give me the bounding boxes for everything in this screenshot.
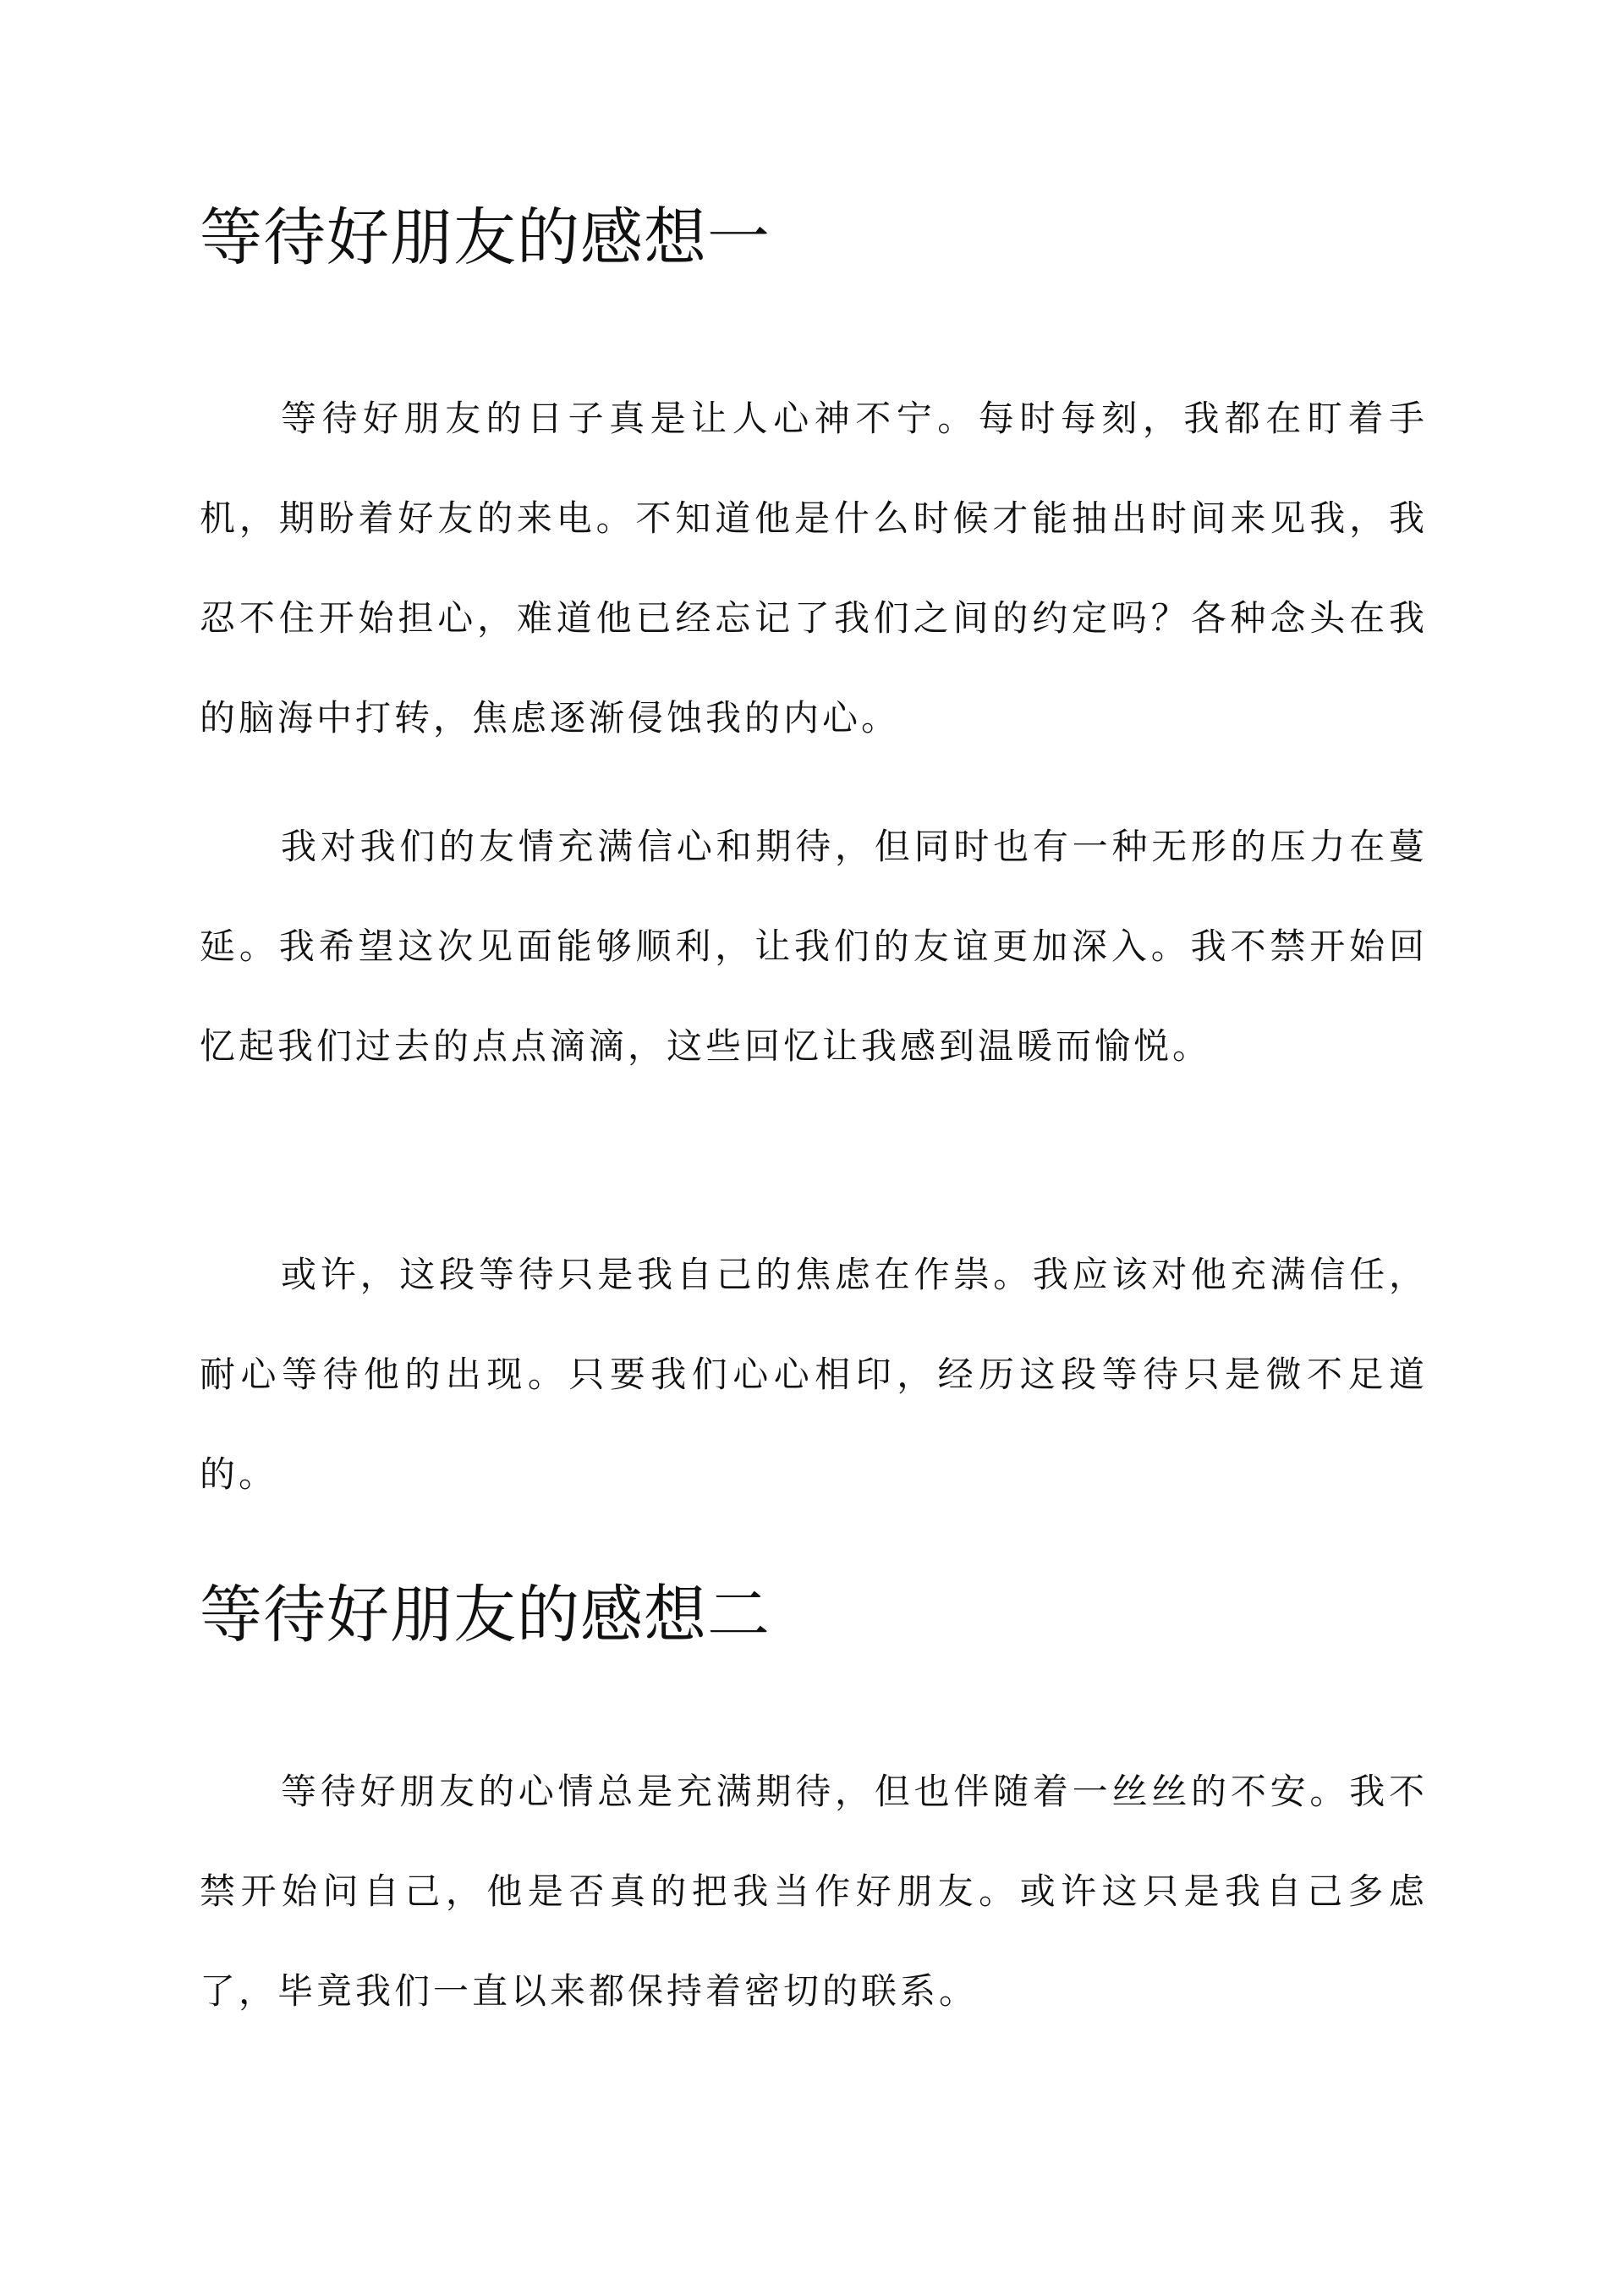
section-title-2: 等待好朋友的感想二 (200, 1579, 771, 1651)
section-1-paragraph-3: 或许，这段等待只是我自己的焦虑在作祟。我应该对他充满信任，耐心等待他的出现。只要我们心心相印，经历这段等待只是微不足道的。 (200, 1254, 1428, 1495)
section-1-paragraph-1: 等待好朋友的日子真是让人心神不宁。每时每刻，我都在盯着手机，期盼着好友的来电。不知道他是什么时候才能抽出时间来见我，我忍不住开始担心，难道他已经忘记了我们之间的约定吗？各种念头在我的脑海中打转，焦虑逐渐侵蚀我的内心。 (200, 398, 1428, 739)
section-2-paragraph-1: 等待好朋友的心情总是充满期待，但也伴随着一丝丝的不安。我不禁开始问自己，他是否真的把我当作好朋友。或许这只是我自己多虑了，毕竟我们一直以来都保持着密切的联系。 (200, 1771, 1428, 2012)
section-title-1: 等待好朋友的感想一 (200, 201, 771, 274)
section-1-paragraph-2: 我对我们的友情充满信心和期待，但同时也有一种无形的压力在蔓延。我希望这次见面能够顺利，让我们的友谊更加深入。我不禁开始回忆起我们过去的点点滴滴，这些回忆让我感到温暖而愉悦。 (200, 826, 1428, 1067)
